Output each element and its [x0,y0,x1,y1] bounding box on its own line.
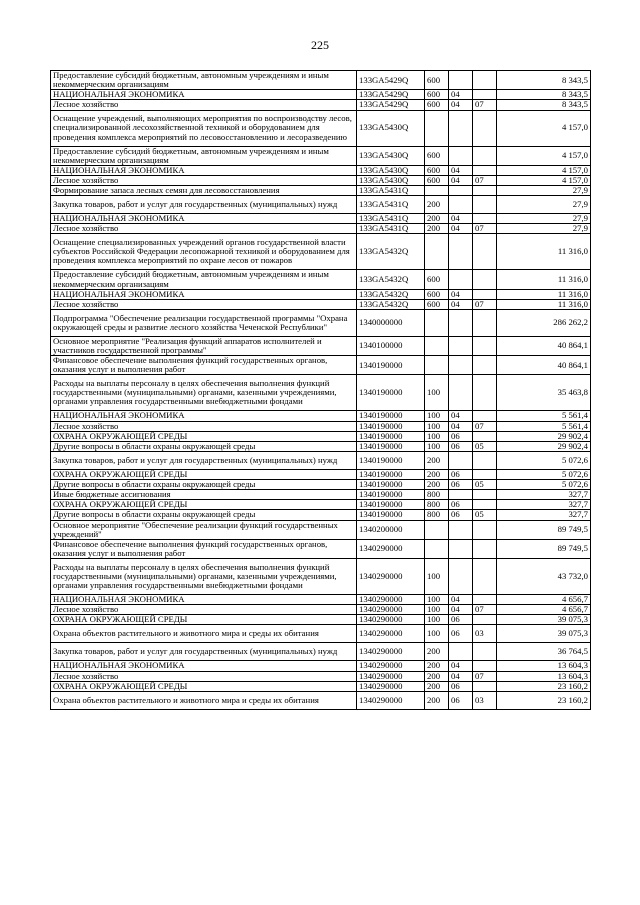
row-amount: 4 157,0 [497,110,591,146]
table-row [51,186,591,196]
row-name: Расходы на выплаты персоналу в целях обеспечения выполнения функций государственными (муниципальными) органами, казенными учреждениями, органами управления государственными внебюджетными фондами [51,375,357,411]
row-amount: 4 656,7 [497,595,591,605]
table-row [51,421,591,431]
table-row [51,431,591,441]
section-code [449,375,473,411]
expense-type: 100 [425,605,449,615]
expense-type: 100 [425,421,449,431]
subsection-code: 07 [473,299,497,309]
subsection-code [473,196,497,214]
target-code: 1340190000 [357,490,425,500]
expense-type: 200 [425,480,449,490]
row-amount: 4 157,0 [497,146,591,165]
row-name: ОХРАНА ОКРУЖАЮЩЕЙ СРЕДЫ [51,615,357,625]
subsection-code: 05 [473,480,497,490]
target-code: 1340190000 [357,431,425,441]
row-amount: 23 160,2 [497,681,591,691]
row-amount: 23 160,2 [497,691,591,709]
subsection-code [473,595,497,605]
subsection-code [473,559,497,595]
table-row [51,671,591,681]
section-code: 04 [449,90,473,100]
subsection-code [473,289,497,299]
table-row [51,196,591,214]
row-amount: 29 902,4 [497,431,591,441]
expense-type [425,356,449,375]
target-code: 1340290000 [357,595,425,605]
subsection-code [473,500,497,510]
subsection-code: 07 [473,605,497,615]
row-name: Лесное хозяйство [51,299,357,309]
table-row [51,615,591,625]
row-name: Формирование запаса лесных семян для лесовосстановления [51,186,357,196]
row-amount: 11 316,0 [497,234,591,270]
subsection-code: 03 [473,691,497,709]
target-code: 133GA5432Q [357,234,425,270]
table-row [51,510,591,520]
subsection-code [473,520,497,539]
table-row [51,490,591,500]
expense-type: 600 [425,299,449,309]
target-code: 1340200000 [357,520,425,539]
row-name: Лесное хозяйство [51,671,357,681]
section-code: 06 [449,431,473,441]
row-name: Иные бюджетные ассигнования [51,490,357,500]
row-amount: 8 343,5 [497,100,591,110]
target-code: 133GA5430Q [357,175,425,185]
target-code: 133GA5429Q [357,100,425,110]
section-code [449,146,473,165]
row-name: Лесное хозяйство [51,605,357,615]
row-name: Основное мероприятие "Реализация функций аппаратов исполнителей и участников государственной программы" [51,336,357,355]
expense-type [425,186,449,196]
subsection-code [473,110,497,146]
row-amount: 39 075,3 [497,625,591,643]
row-amount: 5 072,6 [497,480,591,490]
subsection-code [473,270,497,289]
target-code: 133GA5431Q [357,186,425,196]
section-code: 04 [449,605,473,615]
section-code [449,234,473,270]
target-code: 1340190000 [357,356,425,375]
target-code: 1340100000 [357,336,425,355]
subsection-code [473,469,497,479]
subsection-code: 05 [473,510,497,520]
row-amount: 35 463,8 [497,375,591,411]
row-name: Закупка товаров, работ и услуг для государственных (муниципальных) нужд [51,451,357,469]
expense-type: 100 [425,615,449,625]
target-code: 133GA5431Q [357,196,425,214]
target-code: 1340290000 [357,559,425,595]
row-amount: 40 864,1 [497,356,591,375]
table-row [51,375,591,411]
expense-type: 100 [425,411,449,421]
table-row [51,441,591,451]
row-amount: 11 316,0 [497,270,591,289]
subsection-code [473,643,497,661]
target-code: 1340190000 [357,375,425,411]
row-name: Предоставление субсидий бюджетным, автономным учреждениям и иным некоммерческим организациям [51,146,357,165]
section-code: 06 [449,480,473,490]
expense-type [425,539,449,558]
table-row [51,175,591,185]
subsection-code: 07 [473,224,497,234]
expense-type: 100 [425,375,449,411]
row-name: Лесное хозяйство [51,421,357,431]
row-amount: 27,9 [497,196,591,214]
table-row [51,289,591,299]
target-code: 1340290000 [357,615,425,625]
row-amount: 5 072,6 [497,469,591,479]
section-code [449,71,473,90]
table-row [51,643,591,661]
row-amount: 4 157,0 [497,175,591,185]
expense-type: 600 [425,71,449,90]
subsection-code [473,214,497,224]
target-code: 133GA5430Q [357,146,425,165]
subsection-code: 07 [473,175,497,185]
subsection-code [473,681,497,691]
row-name: ОХРАНА ОКРУЖАЮЩЕЙ СРЕДЫ [51,469,357,479]
subsection-code [473,490,497,500]
expense-type [425,110,449,146]
target-code: 1340190000 [357,500,425,510]
row-amount: 27,9 [497,186,591,196]
subsection-code: 05 [473,441,497,451]
expense-type [425,309,449,336]
target-code: 133GA5430Q [357,165,425,175]
table-row [51,214,591,224]
row-name: Охрана объектов растительного и животного мира и среды их обитания [51,625,357,643]
table-row [51,520,591,539]
section-code: 04 [449,224,473,234]
row-amount: 5 072,6 [497,451,591,469]
expense-type: 100 [425,625,449,643]
section-code: 06 [449,625,473,643]
expense-type: 600 [425,146,449,165]
subsection-code [473,165,497,175]
section-code [449,270,473,289]
row-amount: 29 902,4 [497,441,591,451]
table-row [51,595,591,605]
row-amount: 11 316,0 [497,289,591,299]
expense-type: 200 [425,196,449,214]
table-row [51,681,591,691]
table-row [51,110,591,146]
target-code: 1340190000 [357,469,425,479]
section-code: 06 [449,510,473,520]
subsection-code [473,336,497,355]
row-amount: 36 764,5 [497,643,591,661]
table-row [51,224,591,234]
row-name: ОХРАНА ОКРУЖАЮЩЕЙ СРЕДЫ [51,681,357,691]
expense-type: 800 [425,490,449,500]
row-amount: 327,7 [497,500,591,510]
expense-type [425,336,449,355]
row-amount: 4 157,0 [497,165,591,175]
section-code [449,309,473,336]
expense-type: 200 [425,451,449,469]
expense-type: 200 [425,691,449,709]
row-name: Финансовое обеспечение выполнения функций государственных органов, оказания услуг и выполнения работ [51,356,357,375]
subsection-code: 03 [473,625,497,643]
target-code: 1340190000 [357,480,425,490]
target-code: 1340000000 [357,309,425,336]
subsection-code [473,71,497,90]
subsection-code [473,356,497,375]
row-name: Другие вопросы в области охраны окружающей среды [51,441,357,451]
row-name: Лесное хозяйство [51,175,357,185]
row-amount: 13 604,3 [497,661,591,671]
row-name: Закупка товаров, работ и услуг для государственных (муниципальных) нужд [51,643,357,661]
section-code: 04 [449,175,473,185]
row-name: Предоставление субсидий бюджетным, автономным учреждениям и иным некоммерческим организациям [51,270,357,289]
section-code [449,196,473,214]
target-code: 133GA5432Q [357,270,425,289]
expense-type: 200 [425,681,449,691]
section-code: 04 [449,661,473,671]
row-name: НАЦИОНАЛЬНАЯ ЭКОНОМИКА [51,165,357,175]
row-name: Финансовое обеспечение выполнения функций государственных органов, оказания услуг и выполнения работ [51,539,357,558]
target-code: 133GA5431Q [357,224,425,234]
row-name: Оснащение специализированных учреждений органов государственной власти субъектов Российской Федерации лесопожарной техникой и оборудованием для проведения комплекса мероприятий по охране лесов от пожаров [51,234,357,270]
table-row [51,605,591,615]
subsection-code [473,375,497,411]
subsection-code [473,146,497,165]
section-code: 04 [449,411,473,421]
row-name: НАЦИОНАЛЬНАЯ ЭКОНОМИКА [51,90,357,100]
subsection-code [473,431,497,441]
subsection-code [473,186,497,196]
section-code: 04 [449,299,473,309]
target-code: 1340290000 [357,625,425,643]
target-code: 1340190000 [357,451,425,469]
target-code: 133GA5429Q [357,90,425,100]
section-code [449,520,473,539]
row-name: НАЦИОНАЛЬНАЯ ЭКОНОМИКА [51,214,357,224]
table-row [51,234,591,270]
target-code: 1340290000 [357,539,425,558]
row-name: Расходы на выплаты персоналу в целях обеспечения выполнения функций государственными (муниципальными) органами, казенными учреждениями, органами управления государственными внебюджетными фондами [51,559,357,595]
table-row [51,500,591,510]
expense-type: 800 [425,510,449,520]
section-code [449,451,473,469]
table-row [51,539,591,558]
table-row [51,90,591,100]
row-name: ОХРАНА ОКРУЖАЮЩЕЙ СРЕДЫ [51,431,357,441]
row-name: Основное мероприятие "Обеспечение реализации функций государственных учреждений" [51,520,357,539]
table-row [51,411,591,421]
expense-type: 800 [425,500,449,510]
budget-table-body [51,71,591,710]
table-row [51,71,591,90]
row-amount: 40 864,1 [497,336,591,355]
row-amount: 27,9 [497,224,591,234]
row-name: Лесное хозяйство [51,100,357,110]
table-row [51,691,591,709]
section-code: 06 [449,469,473,479]
expense-type: 600 [425,90,449,100]
row-name: Закупка товаров, работ и услуг для государственных (муниципальных) нужд [51,196,357,214]
subsection-code: 07 [473,421,497,431]
expense-type: 600 [425,175,449,185]
subsection-code [473,451,497,469]
expense-type: 600 [425,289,449,299]
table-row [51,299,591,309]
row-amount: 327,7 [497,490,591,500]
subsection-code [473,90,497,100]
expense-type: 600 [425,165,449,175]
subsection-code [473,539,497,558]
row-amount: 13 604,3 [497,671,591,681]
table-row [51,625,591,643]
expense-type: 200 [425,661,449,671]
row-amount: 39 075,3 [497,615,591,625]
section-code [449,643,473,661]
section-code: 06 [449,441,473,451]
target-code: 1340290000 [357,661,425,671]
row-name: Другие вопросы в области охраны окружающей среды [51,480,357,490]
row-amount: 8 343,5 [497,90,591,100]
table-row [51,356,591,375]
section-code [449,539,473,558]
row-amount: 89 749,5 [497,539,591,558]
table-row [51,661,591,671]
section-code [449,336,473,355]
section-code: 04 [449,595,473,605]
subsection-code: 07 [473,100,497,110]
row-name: НАЦИОНАЛЬНАЯ ЭКОНОМИКА [51,595,357,605]
section-code: 06 [449,691,473,709]
table-row [51,451,591,469]
target-code: 1340190000 [357,411,425,421]
target-code: 133GA5431Q [357,214,425,224]
subsection-code [473,661,497,671]
page-number: 225 [311,38,329,52]
row-name: Предоставление субсидий бюджетным, автономным учреждениям и иным некоммерческим организациям [51,71,357,90]
row-name: НАЦИОНАЛЬНАЯ ЭКОНОМИКА [51,411,357,421]
target-code: 1340190000 [357,421,425,431]
section-code: 04 [449,421,473,431]
section-code: 06 [449,681,473,691]
section-code: 04 [449,289,473,299]
row-name: НАЦИОНАЛЬНАЯ ЭКОНОМИКА [51,661,357,671]
subsection-code: 07 [473,671,497,681]
target-code: 1340290000 [357,681,425,691]
expense-type: 200 [425,214,449,224]
target-code: 133GA5430Q [357,110,425,146]
row-amount: 4 656,7 [497,605,591,615]
row-name: Подпрограмма "Обеспечение реализации государственной программы "Охрана окружающей среды и развитие лесного хозяйства Чеченской Республики" [51,309,357,336]
section-code: 04 [449,165,473,175]
expense-type: 200 [425,469,449,479]
row-amount: 43 732,0 [497,559,591,595]
row-name: ОХРАНА ОКРУЖАЮЩЕЙ СРЕДЫ [51,500,357,510]
section-code: 04 [449,214,473,224]
table-row [51,336,591,355]
target-code: 1340190000 [357,510,425,520]
row-amount: 89 749,5 [497,520,591,539]
target-code: 1340290000 [357,643,425,661]
section-code [449,490,473,500]
table-row [51,146,591,165]
target-code: 1340290000 [357,671,425,681]
expense-type [425,234,449,270]
section-code [449,559,473,595]
row-name: Охрана объектов растительного и животного мира и среды их обитания [51,691,357,709]
expense-type: 200 [425,224,449,234]
expense-type: 600 [425,100,449,110]
subsection-code [473,411,497,421]
subsection-code [473,309,497,336]
section-code: 04 [449,100,473,110]
section-code [449,186,473,196]
row-amount: 5 561,4 [497,421,591,431]
row-amount: 286 262,2 [497,309,591,336]
target-code: 1340190000 [357,441,425,451]
target-code: 133GA5432Q [357,289,425,299]
row-amount: 5 561,4 [497,411,591,421]
expense-type: 600 [425,270,449,289]
row-amount: 11 316,0 [497,299,591,309]
table-row [51,559,591,595]
row-amount: 8 343,5 [497,71,591,90]
row-name: Лесное хозяйство [51,224,357,234]
subsection-code [473,234,497,270]
target-code: 133GA5429Q [357,71,425,90]
budget-table [50,70,591,710]
row-name: НАЦИОНАЛЬНАЯ ЭКОНОМИКА [51,289,357,299]
target-code: 1340290000 [357,691,425,709]
expense-type: 100 [425,441,449,451]
table-row [51,165,591,175]
target-code: 1340290000 [357,605,425,615]
expense-type: 100 [425,595,449,605]
table-row [51,309,591,336]
table-row [51,469,591,479]
section-code [449,356,473,375]
section-code: 06 [449,615,473,625]
section-code [449,110,473,146]
row-amount: 27,9 [497,214,591,224]
expense-type: 100 [425,559,449,595]
section-code: 06 [449,500,473,510]
expense-type: 200 [425,671,449,681]
row-amount: 327,7 [497,510,591,520]
target-code: 133GA5432Q [357,299,425,309]
table-row [51,100,591,110]
table-row [51,270,591,289]
section-code: 04 [449,671,473,681]
expense-type: 100 [425,431,449,441]
expense-type [425,520,449,539]
subsection-code [473,615,497,625]
table-row [51,480,591,490]
expense-type: 200 [425,643,449,661]
row-name: Оснащение учреждений, выполняющих мероприятия по воспроизводству лесов, специализированной лесохозяйственной техникой и оборудованием для проведения комплекса мероприятий по лесовосстановлению и лесоразведению [51,110,357,146]
row-name: Другие вопросы в области охраны окружающей среды [51,510,357,520]
